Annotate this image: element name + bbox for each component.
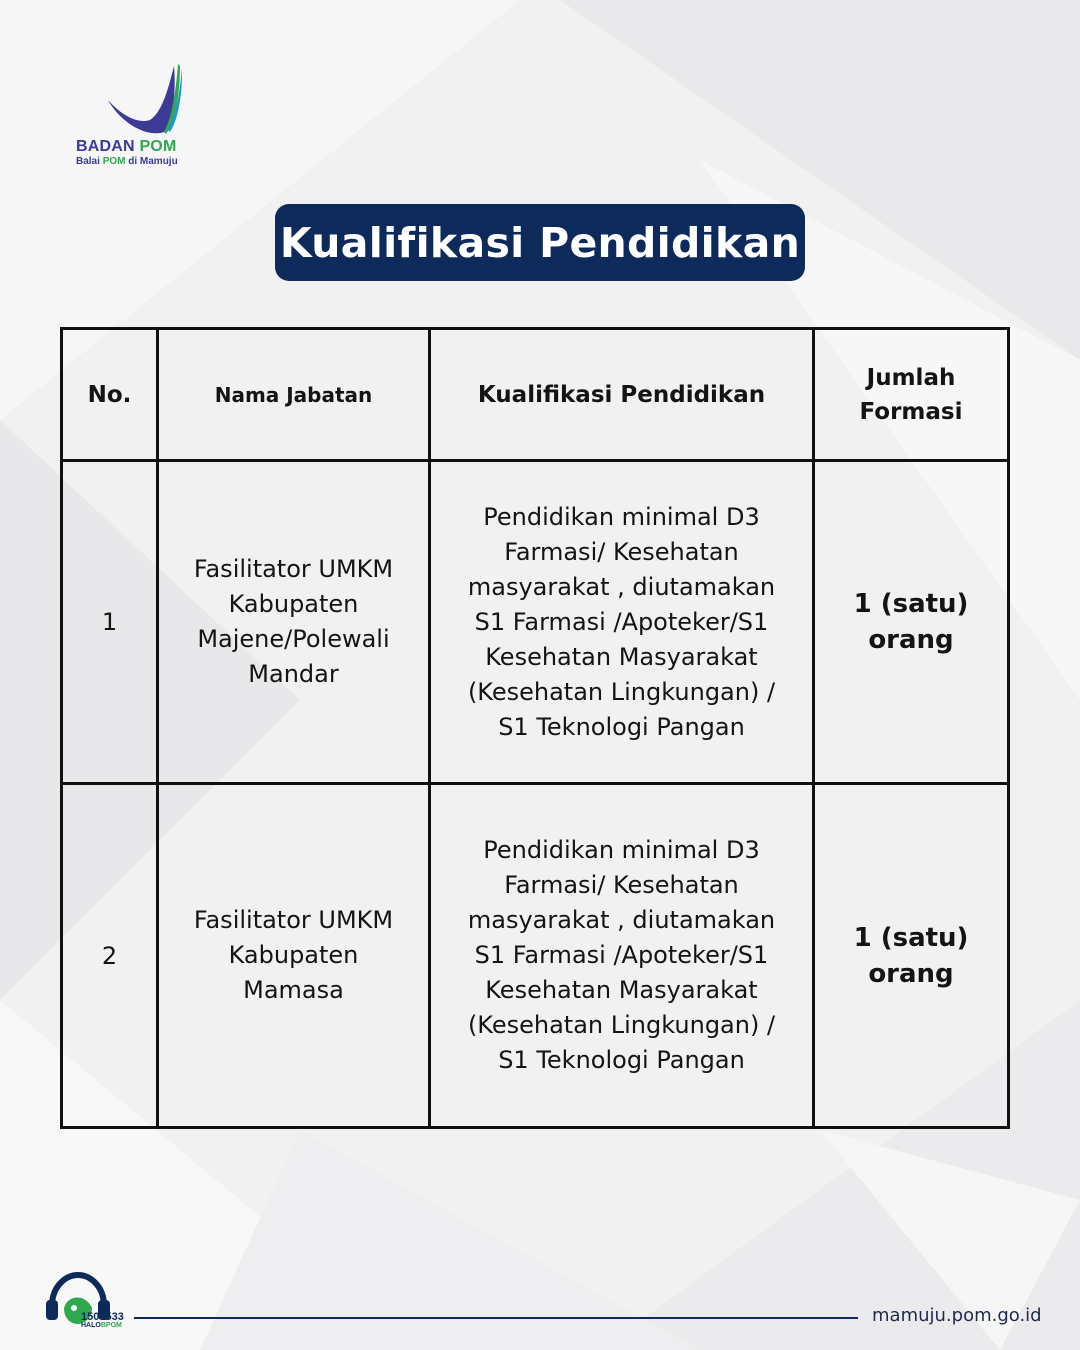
hotline-number: 1500533 (81, 1311, 124, 1323)
header-jumlah-formasi: Jumlah Formasi (814, 329, 1009, 461)
logo-subtitle: Balai POM di Mamuju (76, 156, 178, 167)
row-number: 2 (62, 784, 158, 1128)
logo-title: BADAN POM (76, 138, 177, 155)
row-kualifikasi: Pendidikan minimal D3 Farmasi/ Kesehatan masyarakat , diutamakan S1 Farmasi /Apoteker/S1 Kesehatan Masyarakat (Kesehatan Lingkungan) / S1 Teknologi Pangan (430, 461, 814, 784)
website-link[interactable]: mamuju.pom.go.id (872, 1305, 1042, 1326)
row-jumlah: 1 (satu) orang (814, 461, 1009, 784)
row-jabatan: Fasilitator UMKM Kabupaten Mamasa (158, 784, 430, 1128)
page-title: Kualifikasi Pendidikan (279, 218, 801, 267)
table-row (62, 784, 1009, 1128)
header-no: No. (62, 329, 158, 461)
header-kualifikasi: Kualifikasi Pendidikan (430, 329, 814, 461)
table-header-row (62, 329, 1009, 461)
badan-pom-logo (74, 60, 194, 170)
footer-divider (134, 1317, 858, 1319)
row-jabatan: Fasilitator UMKM Kabupaten Majene/Polewali Mandar (158, 461, 430, 784)
qualification-table (60, 327, 1010, 1129)
row-number: 1 (62, 461, 158, 784)
header-nama-jabatan: Nama Jabatan (158, 329, 430, 461)
row-kualifikasi: Pendidikan minimal D3 Farmasi/ Kesehatan masyarakat , diutamakan S1 Farmasi /Apoteker/S1 Kesehatan Masyarakat (Kesehatan Lingkungan) / S1 Teknologi Pangan (430, 784, 814, 1128)
hotline-label: HALOBPOM (81, 1322, 122, 1329)
table-row (62, 461, 1009, 784)
page-title-banner (275, 204, 805, 281)
row-jumlah: 1 (satu) orang (814, 784, 1009, 1128)
logo-swoosh-icon (102, 60, 182, 140)
